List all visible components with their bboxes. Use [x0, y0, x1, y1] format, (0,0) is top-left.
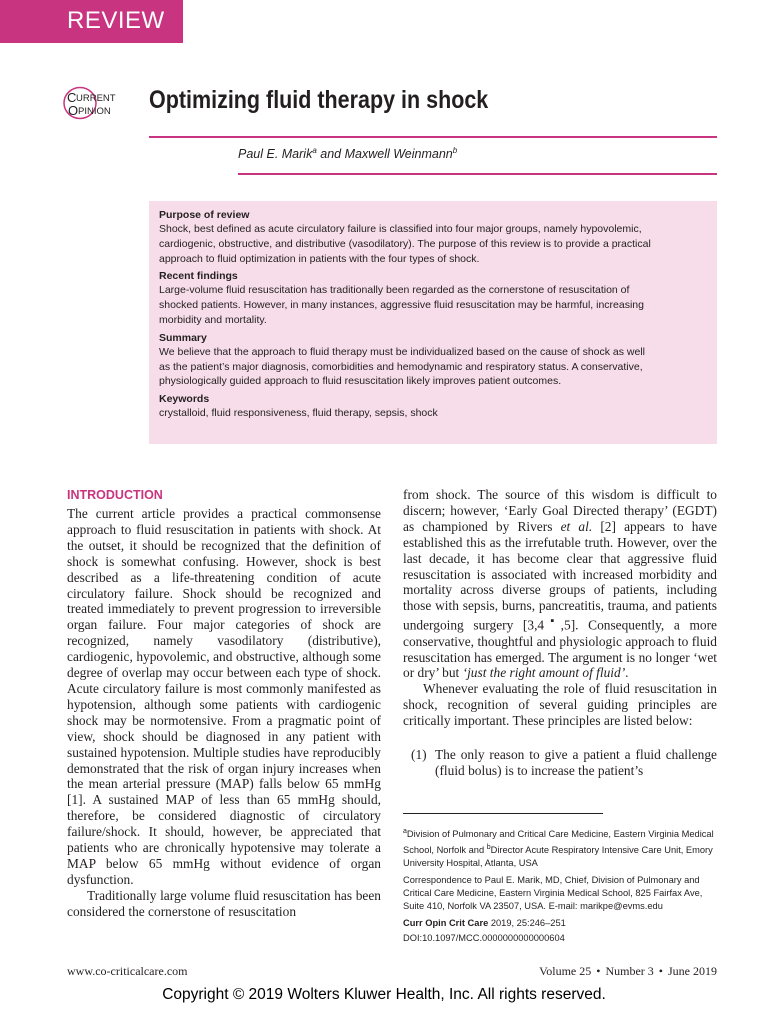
findings-heading: Recent findings — [159, 270, 238, 283]
footnotes — [403, 825, 717, 949]
authors-rule — [238, 173, 717, 175]
section-label: REVIEW — [67, 7, 165, 34]
list-number: (1) — [411, 747, 427, 763]
doi: DOI:10.1097/MCC.0000000000000604 — [403, 933, 565, 944]
issue-info — [539, 964, 717, 979]
recommended-reference-marker: ▪ — [544, 615, 561, 628]
citation-details: 2019, 25:246–251 — [488, 918, 566, 929]
bullet-separator: • — [596, 964, 601, 978]
findings-line: Large-volume fluid resuscitation has traditionally been regarded as the cornerstone of resuscitation of — [159, 284, 630, 297]
copyright-notice: Copyright © 2019 Wolters Kluwer Health, Inc. All rights reserved. — [162, 986, 606, 1003]
bullet-separator: • — [658, 964, 663, 978]
current-opinion-logo — [63, 86, 133, 120]
author-line — [238, 146, 457, 161]
logo-letter-o: O — [68, 103, 79, 118]
affiliation-b: Director Acute Respiratory Intensive Care Unit, Emory University Hospital, Atlanta, USA — [403, 845, 713, 869]
author-2: Maxwell Weinmann — [344, 147, 453, 162]
author-separator: and — [316, 147, 345, 162]
purpose-line: Shock, best defined as acute circulatory failure is classified into four major groups, namely hypovolemic, — [159, 223, 642, 235]
summary-line: as the patient’s major diagnosis, comorbidities and hemodynamic and respiratory status. A conservative, — [159, 360, 643, 373]
text-run: . — [625, 665, 629, 681]
body-column-right — [403, 487, 717, 779]
summary-line: We believe that the approach to fluid therapy must be individualized based on the cause of shock as well — [159, 345, 646, 358]
abstract-box — [149, 201, 717, 444]
author-1-affiliation: a — [312, 146, 317, 155]
keywords-text: crystalloid, fluid responsiveness, fluid therapy, sepsis, shock — [159, 407, 438, 420]
affiliation-marker: a — [403, 828, 407, 835]
right-paragraph-1 — [403, 487, 717, 681]
purpose-heading: Purpose of review — [159, 209, 250, 221]
journal-name: Curr Opin Crit Care — [403, 918, 489, 929]
findings-text — [159, 283, 707, 327]
intro-paragraph-1: The current article provides a practical commonsense approach to fluid resuscitation in patients with shock. At the outset, it should be recognized that the definition of shock is somewhat confusing. However, shock is best described as a life-threatening condition of acute circulatory failure. Shock should be recognized and treated immediately to prevent progression to irreversible organ failure. Four major categories of shock are recognized, namely vasodilatory (distributive), cardiogenic, hypovolemic, and obstructive, although some degree of overlap may occur between each type of shock. Acute circulatory failure is most commonly manifested as hypotension, although some patients with cardiogenic shock may be normotensive. From a pragmatic point of view, shock should be diagnosed in any patient with sustained hypotension. Multiple studies have reproducibly demonstrated that the risk of organ injury increases when the mean arterial pressure (MAP) falls below 65 mmHg [1]. A sustained MAP of less than 65 mmHg should, therefore, be considered diagnostic of circulatory failure/shock. It should, however, be appreciated that patients who are chronically hypotensive may tolerate a MAP below 65 mmHg without evidence of organ dysfunction. — [67, 506, 381, 887]
author-1: Paul E. Marik — [238, 147, 313, 162]
intro-paragraph-2: Traditionally large volume fluid resuscitation has been considered the cornerstone of resuscitation — [67, 887, 381, 919]
volume: Volume 25 — [539, 964, 592, 978]
findings-line: shocked patients. However, in many instances, aggressive fluid resuscitation may be harmful, increasing — [159, 299, 644, 312]
summary-heading: Summary — [159, 331, 207, 344]
purpose-line: approach to fluid optimization in patients with the four types of shock. — [159, 252, 480, 265]
issue-date: June 2019 — [668, 964, 717, 978]
right-paragraph-2: Whenever evaluating the role of fluid resuscitation in shock, recognition of several guiding principles are critically important. These principles are listed below: — [403, 681, 717, 729]
summary-line: physiologically guided approach to fluid resuscitation likely improves patient outcomes. — [159, 375, 562, 388]
author-2-affiliation: b — [452, 146, 458, 155]
citation — [403, 917, 717, 930]
journal-url: www.co-criticalcare.com — [67, 964, 188, 978]
logo-letter-c: C — [67, 90, 77, 105]
introduction-heading: INTRODUCTION — [67, 488, 163, 502]
title-rule — [149, 136, 717, 138]
list-text: The only reason to give a patient a fluid challenge (fluid bolus) is to increase the patient’s — [435, 747, 717, 778]
issue-number: Number 3 — [605, 964, 654, 978]
keywords-heading: Keywords — [159, 393, 210, 406]
correspondence: Correspondence to Paul E. Marik, MD, Chief, Division of Pulmonary and Critical Care Medicine, Eastern Virginia Medical School, 825 Fairfax Ave, Suite 410, Norfolk VA 23507, USA. E-mail: marikpe@evms.edu — [403, 875, 703, 912]
body-column-left — [67, 488, 381, 920]
affiliation-marker: b — [486, 844, 491, 852]
text-run: ,5]. Consequently, a more conservative, thoughtful and physiologic approach to fluid resuscitation has emerged. The argument is no longer ‘wet or dry’ but — [403, 617, 717, 681]
affiliation-a: Division of Pulmonary and Critical Care Medicine, Eastern Virginia Medical School, Norfolk and — [403, 829, 714, 856]
et-al: et al. — [560, 518, 593, 534]
emphasis-quote: ‘just the right amount of fluid’ — [462, 665, 626, 681]
article-title: Optimizing fluid therapy in shock — [149, 86, 489, 114]
summary-text — [159, 345, 707, 389]
footnote-rule — [403, 813, 603, 814]
review-section-tab — [0, 0, 183, 43]
purpose-text — [159, 222, 707, 266]
list-item — [403, 747, 717, 779]
logo-line2: PINION — [78, 106, 111, 117]
logo-line1: URRENT — [76, 93, 116, 104]
findings-line: morbidity and mortality. — [159, 313, 267, 326]
purpose-line: cardiogenic, obstructive, and distributive (vasodilatory). The purpose of this review is to provide a practical — [159, 237, 651, 250]
affiliations — [403, 825, 717, 870]
text-run: [2] appears to have established this as the irrefutable truth. However, over the last decade, it has become clear that aggressive fluid resuscitation is associated with increased morbidity and mortality across diverse groups of patients, including those with sepsis, burns, pancreatitis, trauma, and patients undergoing surgery [3,4 — [403, 518, 717, 633]
text-run: from shock. The source of this wisdom is difficult to discern; however, ‘Early Goal Directed therapy’ (EGDT) as championed by Rivers — [403, 487, 717, 534]
